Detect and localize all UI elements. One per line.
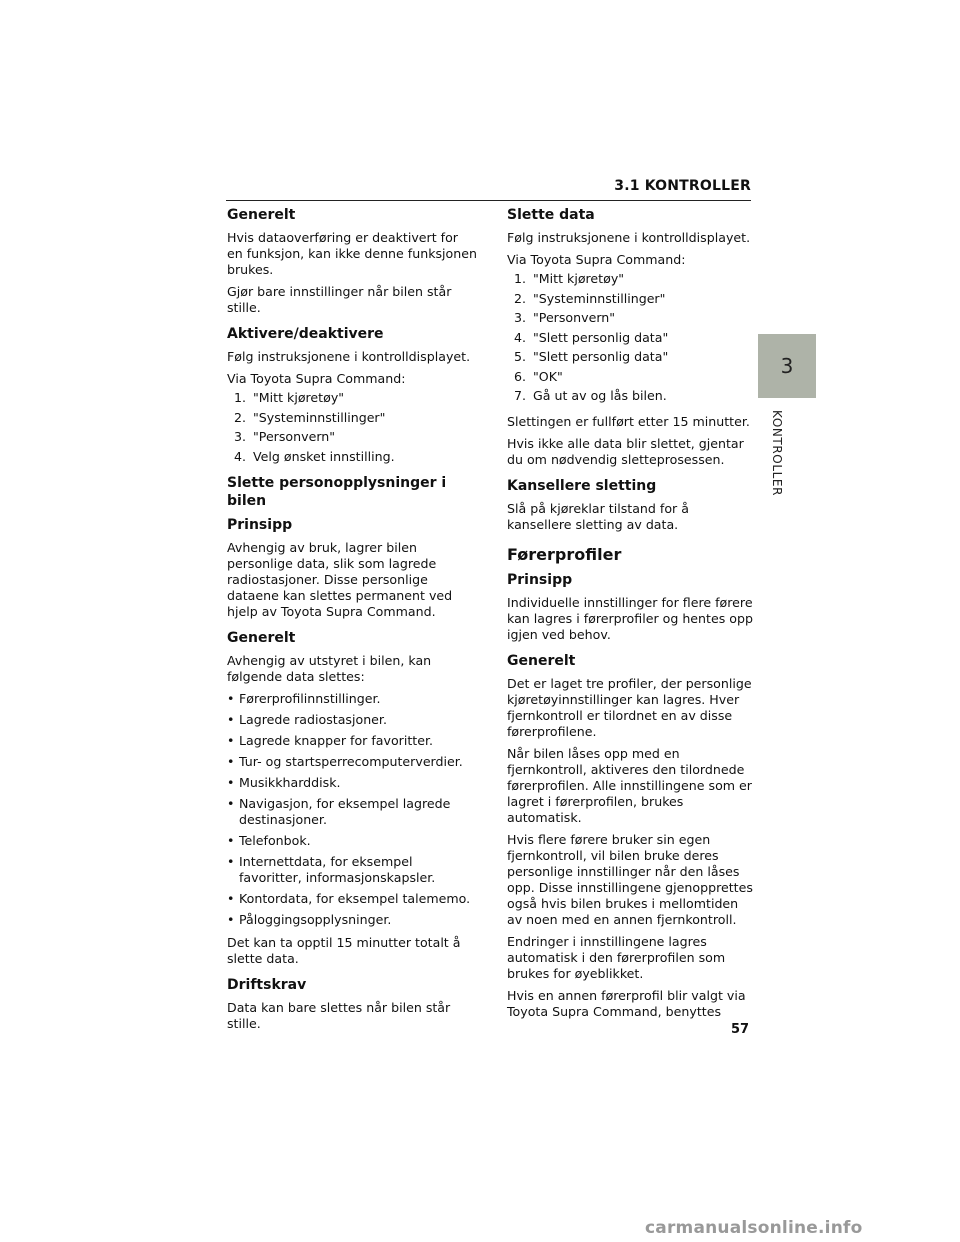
list-item: 3. "Personvern"	[514, 310, 616, 325]
heading-forerprofiler: Førerprofiler	[507, 544, 622, 564]
list-item: 2. "Systeminnstillinger"	[514, 290, 666, 306]
list-item: 6. "OK"	[514, 368, 563, 384]
list-item: • Førerprofilinnstillinger.	[227, 691, 477, 707]
paragraph: Hvis en annen førerprofil blir valgt via Toyota Supra Command, benyttes	[507, 987, 746, 1019]
chapter-title: 3.1 KONTROLLER	[614, 178, 751, 194]
heading-generelt: Generelt	[227, 207, 296, 223]
paragraph: Individuelle innstillinger for flere førere kan lagres i førerprofiler og hentes opp igjen ved behov.	[507, 594, 753, 642]
list-item: 3. "Personvern"	[234, 429, 336, 444]
list-item: • Telefonbok.	[227, 833, 477, 849]
heading-prinsipp: Prinsipp	[507, 571, 573, 588]
left-column	[227, 206, 477, 1032]
paragraph: Hvis flere førere bruker sin egen fjernkontroll, vil bilen bruke deres personlige innstillinger når den låses opp. Disse innstillingene gjenopprettes også hvis bilen brukes i mellomtiden av noen med en annen fjernkontroll.	[507, 831, 753, 927]
paragraph: Slå på kjøreklar tilstand for å kansellere sletting av data.	[507, 500, 689, 532]
list-item: 4. "Slett personlig data"	[514, 329, 669, 345]
heading-generelt-2: Generelt	[227, 630, 296, 646]
chapter-side-label: KONTROLLER	[770, 410, 784, 497]
paragraph: Avhengig av utstyret i bilen, kan følgende data slettes:	[227, 653, 432, 684]
list-item: 7. Gå ut av og lås bilen.	[514, 388, 667, 403]
paragraph: Følg instruksjonene i kontrolldisplayet.	[507, 230, 751, 245]
heading-prinsipp: Prinsipp	[227, 517, 293, 533]
list-item: • Tur- og startsperrecomputerverdier.	[227, 754, 477, 770]
steps-list	[227, 390, 477, 465]
list-item: 1. "Mitt kjøretøy"	[234, 390, 345, 405]
list-item: 1. "Mitt kjøretøy"	[514, 271, 625, 286]
chapter-tab	[758, 334, 816, 398]
chapter-number: 3	[780, 354, 794, 378]
list-item: • Påloggingsopplysninger.	[227, 912, 477, 928]
bullet-list	[227, 691, 477, 928]
heading-generelt: Generelt	[507, 652, 576, 669]
watermark: carmanualsonline.info	[645, 1218, 863, 1238]
heading-slette: Slette personopplysninger i bilen	[227, 475, 447, 509]
paragraph: Via Toyota Supra Command:	[227, 371, 406, 386]
heading-aktivere: Aktivere/deaktivere	[227, 326, 384, 342]
page-number: 57	[731, 1022, 750, 1037]
steps-list	[507, 271, 757, 404]
heading-driftskrav: Driftskrav	[227, 977, 307, 993]
list-item: • Kontordata, for eksempel talememo.	[227, 891, 477, 907]
heading-kansellere: Kansellere sletting	[507, 477, 657, 494]
paragraph: Avhengig av bruk, lagrer bilen personlige data, slik som lagrede radiostasjoner. Disse personlige dataene kan slettes permanent ved hjelp av Toyota Supra Command.	[227, 540, 453, 619]
list-item: • Navigasjon, for eksempel lagrede destinasjoner.	[227, 796, 477, 828]
list-item: • Lagrede knapper for favoritter.	[227, 733, 477, 749]
paragraph: Hvis dataoverføring er deaktivert for en funksjon, kan ikke denne funksjonen brukes.	[227, 230, 477, 277]
paragraph: Endringer i innstillingene lagres automatisk i den førerprofilen som brukes for øyeblikket.	[507, 933, 726, 981]
paragraph: Det kan ta opptil 15 minutter totalt å slette data.	[227, 935, 461, 966]
list-item: 2. "Systeminnstillinger"	[234, 409, 386, 425]
right-column	[507, 206, 757, 1020]
list-item: • Lagrede radiostasjoner.	[227, 712, 477, 728]
paragraph: Via Toyota Supra Command:	[507, 252, 686, 267]
paragraph: Data kan bare slettes når bilen står stille.	[227, 1000, 451, 1031]
paragraph: Følg instruksjonene i kontrolldisplayet.	[227, 349, 471, 364]
page-header	[226, 178, 751, 201]
list-item: 5. "Slett personlig data"	[514, 349, 669, 364]
paragraph: Gjør bare innstillinger når bilen står stille.	[227, 284, 452, 315]
paragraph: Slettingen er fullført etter 15 minutter.	[507, 413, 750, 429]
paragraph: Det er laget tre profiler, der personlige kjøretøyinnstillinger kan lagres. Hver fjernkontroll er tilordnet en av disse førerprofilene.	[507, 675, 752, 739]
list-item: • Musikkharddisk.	[227, 775, 477, 791]
paragraph: Når bilen låses opp med en fjernkontroll, aktiveres den tilordnede førerprofilen. Alle innstillingene som er lagret i førerprofilen, brukes automatisk.	[507, 745, 752, 825]
paragraph: Hvis ikke alle data blir slettet, gjentar du om nødvendig sletteprosessen.	[507, 435, 744, 467]
list-item: 4. Velg ønsket innstilling.	[234, 448, 395, 464]
heading-slette-data: Slette data	[507, 207, 595, 223]
list-item: • Internettdata, for eksempel favoritter, informasjonskapsler.	[227, 854, 477, 886]
